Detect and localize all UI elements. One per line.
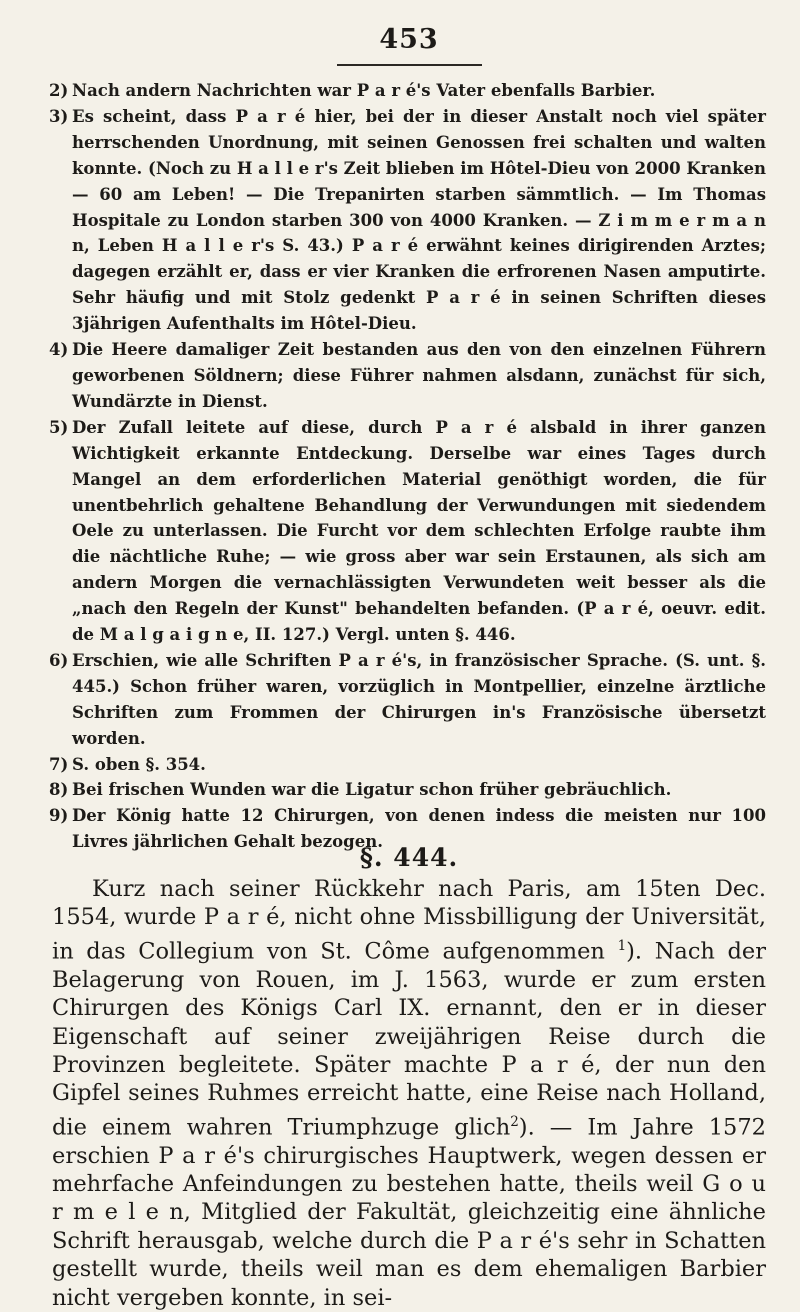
- body-text-part-2: ). Nach der Belagerung von Rouen, im J. 1563, wurde er zum ersten Chirurgen des Königs Carl IX. ernannt, den er in dieser Eigenschaft auf seiner zweijährigen Reise durch die Provinzen begleitete. Später machte P a r é, der nun den Gipfel seines Ruhmes erreicht hatte, eine Reise nach Holland, die einem wahren Triumphzuge glich: [52, 938, 767, 1141]
- footnote-number: 8): [49, 780, 69, 800]
- footnote-8: [49, 777, 766, 803]
- footnote-number: 5): [49, 417, 69, 437]
- section-heading: §. 444.: [359, 843, 459, 872]
- footnote-3: [49, 104, 766, 337]
- footnote-ref-1: 1: [617, 937, 627, 954]
- header-rule: [337, 64, 482, 66]
- footnote-text: Der Zufall leitete auf diese, durch P a r é alsbald in ihrer ganzen Wichtigkeit erkannte Entdeckung. Derselbe war eines Tages durch Mangel an dem erforderlichen Material genöthigt worden, die für unentbehrlich gehaltene Behandlung der Verwundungen mit siedendem Oele zu unterlassen. Die Furcht vor dem schlechten Erfolge raubte ihm die nächtliche Ruhe; — wie gross aber war sein Erstaunen, als sich am andern Morgen die vernachlässigten Verwundeten weit besser als die „nach den Regeln der Kunst" behandelten befanden. (P a r é, oeuvr. edit. de M a l g a i g n e, II. 127.) Vergl. unten §. 446.: [72, 417, 766, 645]
- footnote-number: 4): [49, 340, 69, 360]
- footnote-number: 2): [49, 81, 69, 100]
- footnote-number: 3): [49, 106, 69, 126]
- footnote-text: Es scheint, dass P a r é hier, bei der in dieser Anstalt noch viel später herrschenden Unordnung, mit seinen Genossen frei schalten und walten konnte. (Noch zu H a l l e r's Zeit blieben im Hôtel-Dieu von 2000 Kranken — 60 am Leben! — Die Trepanirten starben sämmtlich. — Im Thomas Hospitale zu London starben 300 von 4000 Kranken. — Z i m m e r m a n n, Leben H a l l e r's S. 43.) P a r é erwähnt keines dirigirenden Arztes; dagegen erzählt er, dass er vier Kranken die erfrorenen Nasen amputirte. Sehr häufig und mit Stolz gedenkt P a r é in seinen Schriften dieses 3jährigen Aufenthalts im Hôtel-Dieu.: [72, 106, 766, 334]
- footnote-text: Nach andern Nachrichten war P a r é's Vater ebenfalls Barbier.: [72, 81, 656, 100]
- body-paragraph: [52, 875, 766, 1312]
- footnote-number: 9): [49, 806, 69, 826]
- footnote-text: Die Heere damaliger Zeit bestanden aus den von den einzelnen Führern geworbenen Söldnern; diese Führer nahmen alsdann, zunächst für sich, Wundärzte in Dienst.: [72, 340, 766, 411]
- footnote-text: Erschien, wie alle Schriften P a r é's, in französischer Sprache. (S. unt. §. 445.) Schon früher waren, vorzüglich in Montpellier, einzelne ärztliche Schriften zum Frommen der Chirurgen in's Französische übersetzt worden.: [72, 650, 766, 748]
- footnote-5: [49, 415, 766, 648]
- footnote-ref-2: 2: [510, 1113, 519, 1130]
- document-page: [49, 0, 767, 1311]
- page-number: 453: [379, 24, 439, 55]
- footnote-4: [49, 337, 766, 415]
- footnote-6: [49, 648, 766, 752]
- body-text-part-3: ). — Im Jahre 1572 erschien P a r é's chirurgisches Hauptwerk, wegen dessen er mehrfache Anfeindungen zu bestehen hatte, theils weil G o u r m e l e n, Mitglied der Fakultät, gleichzeitig eine ähnliche Schrift herausgab, welche durch die P a r é's sehr in Schatten gestellt wurde, theils weil man es dem ehemaligen Barbier nicht vergeben konnte, in sei-: [52, 1114, 766, 1311]
- footnote-7: [49, 752, 766, 778]
- footnotes: [49, 78, 766, 855]
- footnote-text: S. oben §. 354.: [72, 754, 206, 774]
- footnote-number: 6): [49, 650, 69, 670]
- body-text-part-1: Kurz nach seiner Rückkehr nach Paris, am 15ten Dec. 1554, wurde P a r é, nicht ohne Missbilligung der Universität, in das Collegium von St. Côme aufgenommen: [52, 876, 766, 965]
- footnote-text: Bei frischen Wunden war die Ligatur schon früher gebräuchlich.: [72, 780, 672, 800]
- footnote-text: Der König hatte 12 Chirurgen, von denen indess die meisten nur 100 Livres jährlichen Gehalt bezogen.: [72, 806, 766, 852]
- footnote-2: [49, 78, 766, 104]
- footnote-number: 7): [49, 754, 69, 774]
